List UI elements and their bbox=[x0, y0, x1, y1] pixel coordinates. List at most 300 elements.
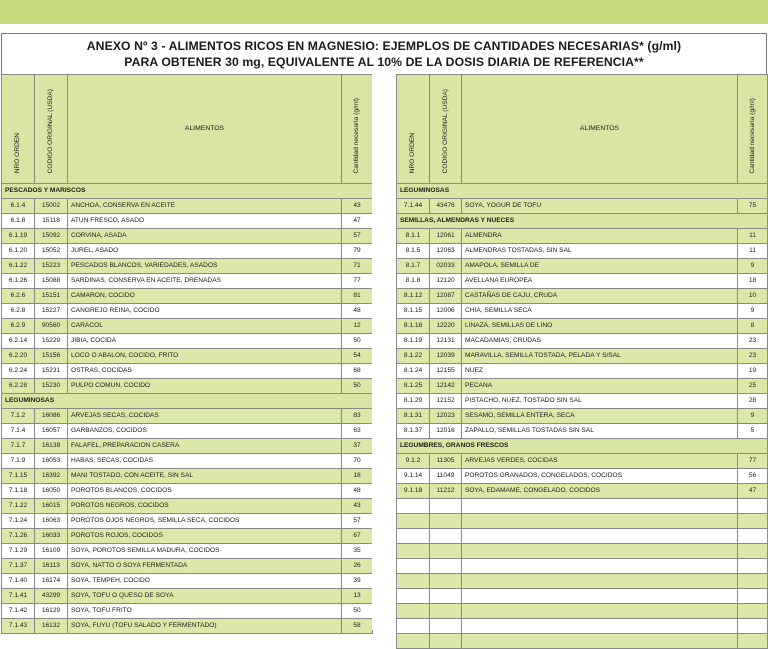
codigo-cell: 12155 bbox=[430, 364, 462, 379]
left-header-row bbox=[2, 75, 373, 184]
codigo-cell: 12061 bbox=[430, 229, 462, 244]
right-table bbox=[396, 74, 768, 649]
alimento-cell: POROTOS ROJOS, COCIDOS bbox=[68, 529, 342, 544]
empty-row bbox=[397, 559, 768, 574]
alimento-cell: POROTOS OJOS NEGROS, SEMILLA SECA, COCIDOS bbox=[68, 514, 342, 529]
table-row bbox=[397, 409, 768, 424]
alimento-cell: ANCHOA, CONSERVA EN ACEITE bbox=[68, 199, 342, 214]
cantidad-cell: 11 bbox=[738, 244, 768, 259]
cantidad-cell bbox=[738, 514, 768, 529]
section-header-row bbox=[397, 184, 768, 199]
table-row bbox=[397, 274, 768, 289]
alimento-cell: ARVEJAS SECAS, COCIDAS bbox=[68, 409, 342, 424]
section-label: PESCADOS Y MARISCOS bbox=[2, 184, 373, 199]
cantidad-cell: 19 bbox=[738, 364, 768, 379]
codigo-cell: 15223 bbox=[35, 259, 68, 274]
alimento-cell: FALAFEL, PREPARACION CASERA bbox=[68, 439, 342, 454]
alimento-cell: ALMENDRAS TOSTADAS, SIN SAL bbox=[462, 244, 738, 259]
cantidad-cell: 54 bbox=[342, 349, 373, 364]
nro-cell: 6.2.20 bbox=[2, 349, 35, 364]
cantidad-cell: 9 bbox=[738, 259, 768, 274]
codigo-cell: 15052 bbox=[35, 244, 68, 259]
nro-cell: 8.1.29 bbox=[397, 394, 430, 409]
alimento-cell: ZAPALLO, SEMILLAS TOSTADAS SIN SAL bbox=[462, 424, 738, 439]
codigo-cell: 15088 bbox=[35, 274, 68, 289]
cantidad-cell: 48 bbox=[342, 484, 373, 499]
nro-cell: 9.1.18 bbox=[397, 484, 430, 499]
table-row bbox=[2, 244, 373, 259]
header-cantidad: Cantidad necesaria (g/ml) bbox=[342, 75, 373, 184]
codigo-cell: 12120 bbox=[430, 274, 462, 289]
section-label: LEGUMINOSAS bbox=[2, 394, 373, 409]
cantidad-cell: 77 bbox=[342, 274, 373, 289]
codigo-cell bbox=[430, 619, 462, 634]
header-nro-orden: NRO ORDEN bbox=[2, 75, 35, 184]
cantidad-cell: 70 bbox=[342, 454, 373, 469]
cantidad-cell: 67 bbox=[342, 529, 373, 544]
alimento-cell: JUREL, ASADO bbox=[68, 244, 342, 259]
nro-cell bbox=[397, 574, 430, 589]
right-header-row bbox=[397, 75, 768, 184]
alimento-cell: CHIA, SEMILLA SECA bbox=[462, 304, 738, 319]
alimento-cell bbox=[462, 604, 738, 619]
nro-cell: 7.1.4 bbox=[2, 424, 35, 439]
alimento-cell: AVELLANA EUROPEA bbox=[462, 274, 738, 289]
alimento-cell: GARBANZOS, COCIDOS bbox=[68, 424, 342, 439]
top-color-band bbox=[0, 0, 768, 24]
nro-cell bbox=[397, 514, 430, 529]
nro-cell bbox=[397, 634, 430, 649]
codigo-cell: 11049 bbox=[430, 469, 462, 484]
cantidad-cell: 43 bbox=[342, 199, 373, 214]
header-codigo-original: CODIGO ORIGINAL (USDA) bbox=[430, 75, 462, 184]
cantidad-cell bbox=[738, 499, 768, 514]
codigo-cell: 16129 bbox=[35, 604, 68, 619]
table-row bbox=[397, 394, 768, 409]
section-label: LEGUMBRES, GRANOS FRESCOS bbox=[397, 439, 768, 454]
alimento-cell bbox=[462, 514, 738, 529]
cantidad-cell: 35 bbox=[342, 544, 373, 559]
nro-cell: 7.1.41 bbox=[2, 589, 35, 604]
nro-cell bbox=[397, 589, 430, 604]
nro-cell: 6.2.24 bbox=[2, 364, 35, 379]
alimento-cell: OSTRAS, COCIDAS bbox=[68, 364, 342, 379]
cantidad-cell: 47 bbox=[342, 214, 373, 229]
nro-cell: 6.1.19 bbox=[2, 229, 35, 244]
table-row bbox=[2, 619, 373, 634]
nro-cell: 7.1.18 bbox=[2, 484, 35, 499]
empty-row bbox=[397, 499, 768, 514]
cantidad-cell: 25 bbox=[738, 379, 768, 394]
nro-cell: 8.1.15 bbox=[397, 304, 430, 319]
alimento-cell: CORVINA, ASADA bbox=[68, 229, 342, 244]
codigo-cell: 02033 bbox=[430, 259, 462, 274]
nro-cell: 8.1.5 bbox=[397, 244, 430, 259]
cantidad-cell bbox=[738, 634, 768, 649]
nro-cell bbox=[397, 544, 430, 559]
alimento-cell: PISTACHO, NUEZ, TOSTADO SIN SAL bbox=[462, 394, 738, 409]
nro-cell: 8.1.12 bbox=[397, 289, 430, 304]
empty-row bbox=[397, 589, 768, 604]
codigo-cell: 16138 bbox=[35, 439, 68, 454]
alimento-cell bbox=[462, 559, 738, 574]
table-row bbox=[2, 589, 373, 604]
empty-row bbox=[397, 634, 768, 649]
table-row bbox=[2, 289, 373, 304]
alimento-cell: CANGREJO REINA, COCIDO bbox=[68, 304, 342, 319]
nro-cell: 7.1.22 bbox=[2, 499, 35, 514]
codigo-cell: 15227 bbox=[35, 304, 68, 319]
table-row bbox=[2, 214, 373, 229]
alimento-cell bbox=[462, 619, 738, 634]
header-alimentos: ALIMENTOS bbox=[462, 75, 738, 184]
cantidad-cell: 10 bbox=[738, 289, 768, 304]
alimento-cell: AMAPOLA, SEMILLA DE bbox=[462, 259, 738, 274]
codigo-cell: 15231 bbox=[35, 364, 68, 379]
codigo-cell: 15156 bbox=[35, 349, 68, 364]
table-row bbox=[397, 454, 768, 469]
codigo-cell: 16132 bbox=[35, 619, 68, 634]
nro-cell bbox=[397, 604, 430, 619]
table-row bbox=[397, 289, 768, 304]
table-row bbox=[2, 604, 373, 619]
alimento-cell: PESCADOS BLANCOS, VARIEDADES, ASADOS bbox=[68, 259, 342, 274]
table-row bbox=[2, 574, 373, 589]
codigo-cell bbox=[430, 574, 462, 589]
cantidad-cell: 57 bbox=[342, 514, 373, 529]
alimento-cell: SOYA, POROTOS SEMILLA MADURA, COCIDOS bbox=[68, 544, 342, 559]
cantidad-cell bbox=[738, 604, 768, 619]
nro-cell: 7.1.37 bbox=[2, 559, 35, 574]
nro-cell: 6.1.8 bbox=[2, 214, 35, 229]
page-title-box bbox=[1, 33, 767, 75]
table-row bbox=[397, 259, 768, 274]
nro-cell: 6.1.20 bbox=[2, 244, 35, 259]
cantidad-cell: 63 bbox=[342, 424, 373, 439]
codigo-cell: 16015 bbox=[35, 499, 68, 514]
nro-cell: 6.2.28 bbox=[2, 379, 35, 394]
cantidad-cell: 12 bbox=[342, 319, 373, 334]
cantidad-cell: 11 bbox=[738, 229, 768, 244]
empty-row bbox=[397, 529, 768, 544]
nro-cell: 8.1.1 bbox=[397, 229, 430, 244]
codigo-cell: 43299 bbox=[35, 589, 68, 604]
cantidad-cell: 81 bbox=[342, 289, 373, 304]
table-row bbox=[397, 484, 768, 499]
alimento-cell: POROTOS NEGROS, COCIDOS bbox=[68, 499, 342, 514]
nro-cell: 8.1.22 bbox=[397, 349, 430, 364]
nro-cell: 7.1.24 bbox=[2, 514, 35, 529]
codigo-cell: 12152 bbox=[430, 394, 462, 409]
codigo-cell bbox=[430, 499, 462, 514]
alimento-cell: POROTOS GRANADOS, CONGELADOS, COCIDOS bbox=[462, 469, 738, 484]
table-row bbox=[2, 334, 373, 349]
table-row bbox=[2, 274, 373, 289]
alimento-cell: POROTOS BLANCOS, COCIDOS bbox=[68, 484, 342, 499]
section-header-row bbox=[397, 439, 768, 454]
empty-row bbox=[397, 604, 768, 619]
alimento-cell: MACADAMIAS, CRUDAS bbox=[462, 334, 738, 349]
nro-cell: 7.1.26 bbox=[2, 529, 35, 544]
cantidad-cell: 28 bbox=[738, 394, 768, 409]
codigo-cell: 15092 bbox=[35, 229, 68, 244]
alimento-cell bbox=[462, 589, 738, 604]
codigo-cell: 15151 bbox=[35, 289, 68, 304]
cantidad-cell: 68 bbox=[342, 364, 373, 379]
nro-cell: 8.1.31 bbox=[397, 409, 430, 424]
nro-cell: 6.1.4 bbox=[2, 199, 35, 214]
nro-cell: 8.1.37 bbox=[397, 424, 430, 439]
codigo-cell bbox=[430, 604, 462, 619]
codigo-cell: 12131 bbox=[430, 334, 462, 349]
table-row bbox=[397, 319, 768, 334]
cantidad-cell: 23 bbox=[738, 334, 768, 349]
nro-cell: 8.1.24 bbox=[397, 364, 430, 379]
table-row bbox=[397, 199, 768, 214]
cantidad-cell bbox=[738, 574, 768, 589]
nro-cell: 6.2.6 bbox=[2, 289, 35, 304]
alimento-cell: NUEZ bbox=[462, 364, 738, 379]
cantidad-cell: 50 bbox=[342, 379, 373, 394]
nro-cell: 8.1.7 bbox=[397, 259, 430, 274]
alimento-cell: JIBIA, COCIDA bbox=[68, 334, 342, 349]
table-row bbox=[2, 199, 373, 214]
alimento-cell: MANI TOSTADO, CON ACEITE, SIN SAL bbox=[68, 469, 342, 484]
nro-cell bbox=[397, 619, 430, 634]
empty-row bbox=[397, 619, 768, 634]
alimento-cell: HABAS, SECAS, COCIDAS bbox=[68, 454, 342, 469]
alimento-cell: LOCO O ABALON, COCIDO, FRITO bbox=[68, 349, 342, 364]
codigo-cell: 16063 bbox=[35, 514, 68, 529]
nro-cell: 7.1.9 bbox=[2, 454, 35, 469]
nro-cell: 7.1.42 bbox=[2, 604, 35, 619]
cantidad-cell: 57 bbox=[342, 229, 373, 244]
codigo-cell bbox=[430, 589, 462, 604]
table-row bbox=[397, 364, 768, 379]
codigo-cell: 15229 bbox=[35, 334, 68, 349]
codigo-cell: 12039 bbox=[430, 349, 462, 364]
table-row bbox=[2, 364, 373, 379]
nro-cell: 8.1.25 bbox=[397, 379, 430, 394]
table-row bbox=[2, 424, 373, 439]
table-row bbox=[397, 244, 768, 259]
codigo-cell bbox=[430, 529, 462, 544]
alimento-cell: CASTAÑAS DE CAJU, CRUDA bbox=[462, 289, 738, 304]
cantidad-cell: 37 bbox=[342, 439, 373, 454]
alimento-cell: SOYA, YOGUR DE TOFU bbox=[462, 199, 738, 214]
table-row bbox=[2, 379, 373, 394]
nro-cell: 7.1.15 bbox=[2, 469, 35, 484]
cantidad-cell: 50 bbox=[342, 334, 373, 349]
cantidad-cell bbox=[738, 544, 768, 559]
codigo-cell: 16113 bbox=[35, 559, 68, 574]
table-row bbox=[397, 349, 768, 364]
table-row bbox=[2, 529, 373, 544]
cantidad-cell: 26 bbox=[342, 559, 373, 574]
codigo-cell: 12220 bbox=[430, 319, 462, 334]
table-row bbox=[2, 409, 373, 424]
alimento-cell: ALMENDRA bbox=[462, 229, 738, 244]
cantidad-cell: 9 bbox=[738, 304, 768, 319]
nro-cell: 9.1.14 bbox=[397, 469, 430, 484]
cantidad-cell: 50 bbox=[342, 604, 373, 619]
left-table bbox=[1, 74, 373, 634]
nro-cell bbox=[397, 529, 430, 544]
codigo-cell: 90560 bbox=[35, 319, 68, 334]
codigo-cell: 12142 bbox=[430, 379, 462, 394]
codigo-cell bbox=[430, 514, 462, 529]
alimento-cell: SARDINAS, CONSERVA EN ACEITE, DRENADAS bbox=[68, 274, 342, 289]
codigo-cell: 15118 bbox=[35, 214, 68, 229]
table-row bbox=[397, 229, 768, 244]
nro-cell: 8.1.8 bbox=[397, 274, 430, 289]
cantidad-cell: 83 bbox=[342, 409, 373, 424]
header-nro-orden: NRO ORDEN bbox=[397, 75, 430, 184]
codigo-cell: 12023 bbox=[430, 409, 462, 424]
section-header-row bbox=[2, 184, 373, 199]
alimento-cell bbox=[462, 574, 738, 589]
empty-row bbox=[397, 544, 768, 559]
header-cantidad: Cantidad necesaria (g/ml) bbox=[738, 75, 768, 184]
codigo-cell: 15230 bbox=[35, 379, 68, 394]
nro-cell: 6.1.22 bbox=[2, 259, 35, 274]
alimento-cell: ARVEJAS VERDES, COCIDAS bbox=[462, 454, 738, 469]
page-title-line-2: PARA OBTENER 30 mg, EQUIVALENTE AL 10% DE LA DOSIS DIARIA DE REFERENCIA** bbox=[124, 55, 644, 69]
codigo-cell bbox=[430, 634, 462, 649]
cantidad-cell: 39 bbox=[342, 574, 373, 589]
cantidad-cell: 56 bbox=[738, 469, 768, 484]
section-label: LEGUMINOSAS bbox=[397, 184, 768, 199]
codigo-cell: 16057 bbox=[35, 424, 68, 439]
table-row bbox=[2, 259, 373, 274]
alimento-cell bbox=[462, 634, 738, 649]
codigo-cell: 16174 bbox=[35, 574, 68, 589]
cantidad-cell: 18 bbox=[738, 274, 768, 289]
alimento-cell: SOYA, NATTO O SOYA FERMENTADA bbox=[68, 559, 342, 574]
table-row bbox=[2, 319, 373, 334]
cantidad-cell: 8 bbox=[738, 319, 768, 334]
alimento-cell bbox=[462, 529, 738, 544]
cantidad-cell: 79 bbox=[342, 244, 373, 259]
alimento-cell bbox=[462, 544, 738, 559]
cantidad-cell: 47 bbox=[738, 484, 768, 499]
header-alimentos: ALIMENTOS bbox=[68, 75, 342, 184]
table-row bbox=[2, 499, 373, 514]
cantidad-cell: 23 bbox=[738, 349, 768, 364]
nro-cell bbox=[397, 559, 430, 574]
cantidad-cell: 13 bbox=[342, 589, 373, 604]
codigo-cell: 12087 bbox=[430, 289, 462, 304]
nro-cell: 6.2.8 bbox=[2, 304, 35, 319]
cantidad-cell: 9 bbox=[738, 409, 768, 424]
codigo-cell: 15002 bbox=[35, 199, 68, 214]
codigo-cell: 16050 bbox=[35, 484, 68, 499]
section-header-row bbox=[397, 214, 768, 229]
cantidad-cell: 43 bbox=[342, 499, 373, 514]
nro-cell: 7.1.40 bbox=[2, 574, 35, 589]
alimento-cell: SOYA, TOFU FRITO bbox=[68, 604, 342, 619]
nro-cell: 6.2.14 bbox=[2, 334, 35, 349]
nro-cell: 8.1.19 bbox=[397, 334, 430, 349]
alimento-cell: SESAMO, SEMILLA ENTERA, SECA bbox=[462, 409, 738, 424]
codigo-cell: 12016 bbox=[430, 424, 462, 439]
column-gap bbox=[372, 74, 396, 630]
cantidad-cell: 77 bbox=[738, 454, 768, 469]
codigo-cell: 16086 bbox=[35, 409, 68, 424]
codigo-cell: 16109 bbox=[35, 544, 68, 559]
table-row bbox=[2, 454, 373, 469]
table-row bbox=[2, 349, 373, 364]
alimento-cell: LINAZA, SEMILLAS DE LINO bbox=[462, 319, 738, 334]
table-row bbox=[2, 544, 373, 559]
codigo-cell: 16033 bbox=[35, 529, 68, 544]
nro-cell: 7.1.44 bbox=[397, 199, 430, 214]
table-row bbox=[2, 484, 373, 499]
table-row bbox=[397, 424, 768, 439]
codigo-cell: 12006 bbox=[430, 304, 462, 319]
alimento-cell: SOYA, TEMPEH, COCIDO bbox=[68, 574, 342, 589]
header-codigo-original: CODIGO ORIGINAL (USDA) bbox=[35, 75, 68, 184]
table-row bbox=[2, 559, 373, 574]
cantidad-cell: 71 bbox=[342, 259, 373, 274]
nro-cell: 9.1.2 bbox=[397, 454, 430, 469]
nro-cell: 6.1.26 bbox=[2, 274, 35, 289]
table-row bbox=[397, 379, 768, 394]
table-row bbox=[2, 514, 373, 529]
alimento-cell: SOYA, TOFU O QUESO DE SOYA bbox=[68, 589, 342, 604]
nro-cell: 8.1.18 bbox=[397, 319, 430, 334]
alimento-cell: MARAVILLA, SEMILLA TOSTADA, PELADA Y S/SAL bbox=[462, 349, 738, 364]
section-header-row bbox=[2, 394, 373, 409]
cantidad-cell bbox=[738, 529, 768, 544]
codigo-cell bbox=[430, 544, 462, 559]
nro-cell: 7.1.2 bbox=[2, 409, 35, 424]
alimento-cell: SOYA, FUYU (TOFU SALADO Y FERMENTADO) bbox=[68, 619, 342, 634]
empty-row bbox=[397, 574, 768, 589]
cantidad-cell: 18 bbox=[342, 469, 373, 484]
codigo-cell: 43476 bbox=[430, 199, 462, 214]
cantidad-cell: 5 bbox=[738, 424, 768, 439]
alimento-cell: ATUN FRESCO, ASADO bbox=[68, 214, 342, 229]
codigo-cell: 12063 bbox=[430, 244, 462, 259]
table-row bbox=[397, 334, 768, 349]
nro-cell: 6.2.9 bbox=[2, 319, 35, 334]
codigo-cell: 16392 bbox=[35, 469, 68, 484]
codigo-cell: 11305 bbox=[430, 454, 462, 469]
alimento-cell: CARACOL bbox=[68, 319, 342, 334]
alimento-cell: PULPO COMUN, COCIDO bbox=[68, 379, 342, 394]
cantidad-cell bbox=[738, 619, 768, 634]
empty-row bbox=[397, 514, 768, 529]
table-row bbox=[2, 469, 373, 484]
table-row bbox=[397, 469, 768, 484]
alimento-cell: PECANA bbox=[462, 379, 738, 394]
cantidad-cell bbox=[738, 589, 768, 604]
alimento-cell: CAMARON, COCIDO bbox=[68, 289, 342, 304]
table-row bbox=[397, 304, 768, 319]
section-label: SEMILLAS, ALMENDRAS Y NUECES bbox=[397, 214, 768, 229]
alimento-cell: SOYA, EDAMAME, CONGELADO, COCIDOS bbox=[462, 484, 738, 499]
nro-cell: 7.1.29 bbox=[2, 544, 35, 559]
page-title-line-1: ANEXO Nº 3 - ALIMENTOS RICOS EN MAGNESIO: EJEMPLOS DE CANTIDADES NECESARIAS* (g/ml) bbox=[86, 39, 682, 53]
table-row bbox=[2, 229, 373, 244]
alimento-cell bbox=[462, 499, 738, 514]
table-row bbox=[2, 439, 373, 454]
codigo-cell: 16053 bbox=[35, 454, 68, 469]
cantidad-cell: 48 bbox=[342, 304, 373, 319]
cantidad-cell: 58 bbox=[342, 619, 373, 634]
codigo-cell bbox=[430, 559, 462, 574]
